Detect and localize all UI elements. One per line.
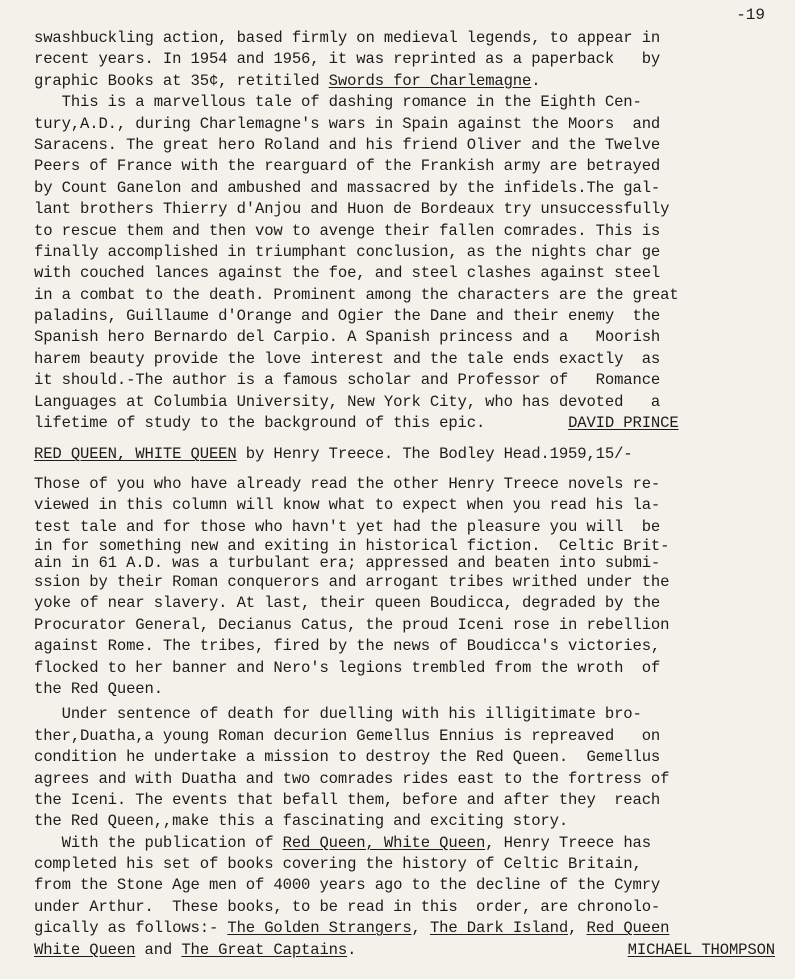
text-line: it should.-The author is a famous scholar and Professor of Romance bbox=[34, 371, 661, 390]
text-line: With the publication of Red Queen, White Queen, Henry Treece has bbox=[34, 833, 651, 852]
text-line: agrees and with Duatha and two comrades rides east to the fortress of bbox=[34, 769, 670, 788]
text-line: recent years. In 1954 and 1956, it was reprinted as a paperback by bbox=[34, 50, 661, 69]
text-line: Saracens. The great hero Roland and his friend Oliver and the Twelve bbox=[34, 135, 661, 154]
text-line: Languages at Columbia University, New York City, who has devoted a bbox=[34, 392, 661, 411]
text-line: Under sentence of death for duelling with his illigitimate bro- bbox=[34, 705, 642, 724]
text-line: the Iceni. The events that befall them, before and after they reach bbox=[34, 790, 661, 809]
text-line: to rescue them and then vow to avenge their fallen comrades. This is bbox=[34, 221, 661, 240]
text-line: graphic Books at 35¢, retitiled Swords for Charlemagne. bbox=[34, 71, 541, 90]
text-line: Spanish hero Bernardo del Carpio. A Spanish princess and a Moorish bbox=[34, 328, 661, 347]
text-line: tury,A.D., during Charlemagne's wars in Spain against the Moors and bbox=[34, 114, 661, 133]
text-line: completed his set of books covering the history of Celtic Britain, bbox=[34, 855, 642, 874]
review-heading: RED QUEEN, WHITE QUEEN by Henry Treece. The Bodley Head.1959,15/- bbox=[34, 445, 633, 464]
text-line: ssion by their Roman conquerors and arrogant tribes writhed under the bbox=[34, 572, 670, 591]
text-line: from the Stone Age men of 4000 years ago to the decline of the Cymry bbox=[34, 876, 661, 895]
text-line: Peers of France with the rearguard of the Frankish army are betrayed bbox=[34, 157, 661, 176]
book-title: Red Queen bbox=[586, 919, 670, 938]
book-title: The Golden Strangers bbox=[227, 919, 412, 938]
text-line: yoke of near slavery. At last, their queen Boudicca, degraded by the bbox=[34, 594, 661, 613]
book-title: The Great Captains bbox=[181, 940, 348, 959]
text-line: condition he undertake a mission to destroy the Red Queen. Gemellus bbox=[34, 748, 661, 767]
text-line: against Rome. The tribes, fired by the news of Boudicca's victories, bbox=[34, 637, 661, 656]
book-title: The Dark Island bbox=[429, 919, 569, 938]
book-title: Red Queen, White Queen bbox=[282, 833, 486, 852]
book-title: RED QUEEN, WHITE QUEEN bbox=[34, 445, 237, 464]
text-line: This is a marvellous tale of dashing romance in the Eighth Cen- bbox=[34, 93, 642, 112]
text-line: flocked to her banner and Nero's legions trembled from the wroth of bbox=[34, 658, 661, 677]
book-title: Swords for Charlemagne bbox=[328, 71, 532, 90]
reviewer-name: DAVID PRINCE bbox=[568, 414, 679, 433]
text-line: test tale and for those who havn't yet had the pleasure you will be bbox=[34, 517, 661, 536]
text-line: Those of you who have already read the other Henry Treece novels re- bbox=[34, 474, 661, 493]
book-title: White Queen bbox=[34, 940, 136, 959]
text-line: with couched lances against the foe, and steel clashes against steel bbox=[34, 264, 661, 283]
text-line: paladins, Guillaume d'Orange and Ogier the Dane and their enemy the bbox=[34, 307, 661, 326]
review-swords-for-charlemagne bbox=[34, 28, 775, 434]
text-line: ther,Duatha,a young Roman decurion Gemellus Ennius is repreaved on bbox=[34, 726, 661, 745]
text-line: the Red Queen,,make this a fascinating and exciting story. bbox=[34, 812, 569, 831]
text-line: in for something new and exiting in historical fiction. Celtic Brit- bbox=[34, 536, 670, 555]
text-line: ain in 61 A.D. was a turbulant era; appressed and beaten into submi- bbox=[34, 553, 661, 572]
page-number: -19 bbox=[736, 6, 765, 24]
text-line: White Queen and The Great Captains. MICHAEL THOMPSON bbox=[34, 940, 775, 961]
text-line: Procurator General, Decianus Catus, the proud Iceni rose in rebellion bbox=[34, 615, 670, 634]
text-line: swashbuckling action, based firmly on medieval legends, to appear in bbox=[34, 29, 661, 47]
text-line: by Count Ganelon and ambushed and massacred by the infidels.The gal- bbox=[34, 178, 661, 197]
text-line: in a combat to the death. Prominent among the characters are the great bbox=[34, 285, 679, 304]
text-line: lifetime of study to the background of this epic. DAVID PRINCE bbox=[34, 414, 679, 433]
review-red-queen-white-queen bbox=[34, 444, 775, 961]
text-line: under Arthur. These books, to be read in this order, are chronolo- bbox=[34, 897, 661, 916]
text-line: harem beauty provide the love interest and the tale ends exactly as bbox=[34, 349, 661, 368]
reviewer-name: MICHAEL THOMPSON bbox=[627, 940, 775, 959]
text-line: the Red Queen. bbox=[34, 679, 163, 698]
text-line: viewed in this column will know what to expect when you read his la- bbox=[34, 496, 661, 515]
text-line: lant brothers Thierry d'Anjou and Huon de Bordeaux try unsuccessfully bbox=[34, 200, 670, 219]
text-line: finally accomplished in triumphant conclusion, as the nights char ge bbox=[34, 242, 661, 261]
text-line: gically as follows:- The Golden Strangers, The Dark Island, Red Queen bbox=[34, 919, 670, 938]
